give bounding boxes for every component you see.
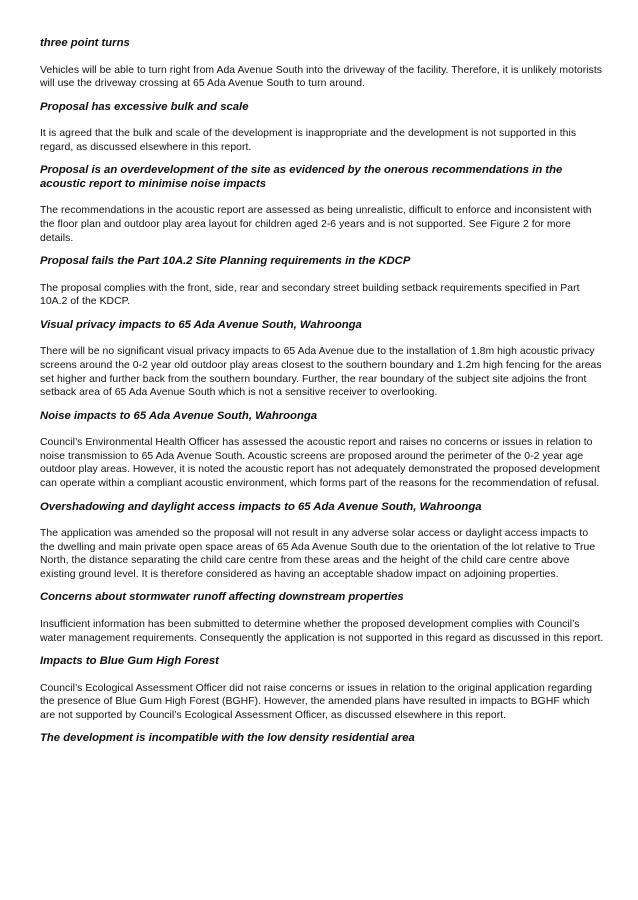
section-body: The application was amended so the proposal will not result in any adverse solar access or daylight access impacts to the dwelling and main private open space areas of 65 Ada Avenue South due to the orientation of the lot relative to True North, the distance separating the child care centre from these areas and the height of the child care centre above existing ground level. It is therefore considered as having an acceptable shadow impact on adjoining properties. — [40, 528, 596, 580]
section-heading: The development is incompatible with the low density residential area — [40, 732, 415, 745]
section-blue-gum-forest — [40, 655, 604, 722]
section-visual-privacy — [40, 319, 604, 400]
section-stormwater — [40, 591, 604, 645]
section-low-density — [40, 732, 604, 746]
section-heading: Proposal has excessive bulk and scale — [40, 100, 249, 113]
section-heading: Concerns about stormwater runoff affecting downstream properties — [40, 591, 404, 604]
section-body: It is agreed that the bulk and scale of the development is inappropriate and the development is not supported in this regard, as discussed elsewhere in this report. — [40, 128, 577, 153]
section-body: The proposal complies with the front, side, rear and secondary street building setback requirements specified in Part 10A.2 of the KDCP. — [40, 282, 580, 308]
section-heading: Noise impacts to 65 Ada Avenue South, Wahroonga — [40, 409, 318, 422]
section-heading: Impacts to Blue Gum High Forest — [40, 655, 219, 668]
section-body: There will be no significant visual privacy impacts to 65 Ada Avenue due to the installation of 1.8m high acoustic privacy screens around the 0-2 year old outdoor play areas closest to the southern boundary and 1.2m high fencing for the areas set higher and further back from the southern boundary. Further, the rear boundary of the subject site adjoins the front setback area of 65 Ada Avenue South which is not a sensitive receiver to overlooking. — [40, 346, 602, 399]
section-heading: Proposal is an overdevelopment of the site as evidenced by the onerous recommendations in the acoustic report to minimise noise impacts — [40, 164, 563, 190]
section-overdevelopment — [40, 164, 604, 245]
section-bulk-and-scale — [40, 101, 604, 155]
section-heading: three point turns — [40, 37, 130, 49]
section-body: Council’s Ecological Assessment Officer did not raise concerns or issues in relation to the original application regarding the presence of Blue Gum High Forest (BGHF). However, the amended plans have resulted in impacts to BGHF which are not supported by Council’s Ecological Assessment Officer, as discussed elsewhere in this report. — [40, 682, 593, 721]
section-body: Vehicles will be able to turn right from Ada Avenue South into the driveway of the facility. Therefore, it is unlikely motorists will use the driveway crossing at 65 Ada Avenue South to turn around. — [40, 64, 603, 90]
section-noise-impacts — [40, 410, 604, 491]
section-body: Insufficient information has been submitted to determine whether the proposed development complies with Council’s water management requirements. Consequently the application is not supported in this regard as discussed in this report. — [40, 618, 604, 644]
section-heading: Visual privacy impacts to 65 Ada Avenue South, Wahroonga — [40, 318, 362, 331]
section-body: Council’s Environmental Health Officer has assessed the acoustic report and raises no concerns or issues in relation to noise transmission to 65 Ada Avenue South. Acoustic screens are proposed around the perimeter of the 0-2 year age outdoor play areas. However, it is noted the acoustic report has not adequately demonstrated the proposed development can operate within a compliant acoustic environment, which forms part of the reasons for the recommendation of refusal. — [40, 437, 600, 489]
section-heading: Overshadowing and daylight access impacts to 65 Ada Avenue South, Wahroonga — [40, 500, 482, 513]
section-site-planning — [40, 255, 604, 309]
section-three-point-turns — [40, 37, 604, 91]
section-heading: Proposal fails the Part 10A.2 Site Planning requirements in the KDCP — [40, 255, 411, 268]
section-overshadowing — [40, 501, 604, 582]
section-body: The recommendations in the acoustic report are assessed as being unrealistic, difficult to enforce and inconsistent with the floor plan and outdoor play area layout for children aged 2-6 years and is not supported. See Figure 2 for more details. — [40, 205, 592, 244]
